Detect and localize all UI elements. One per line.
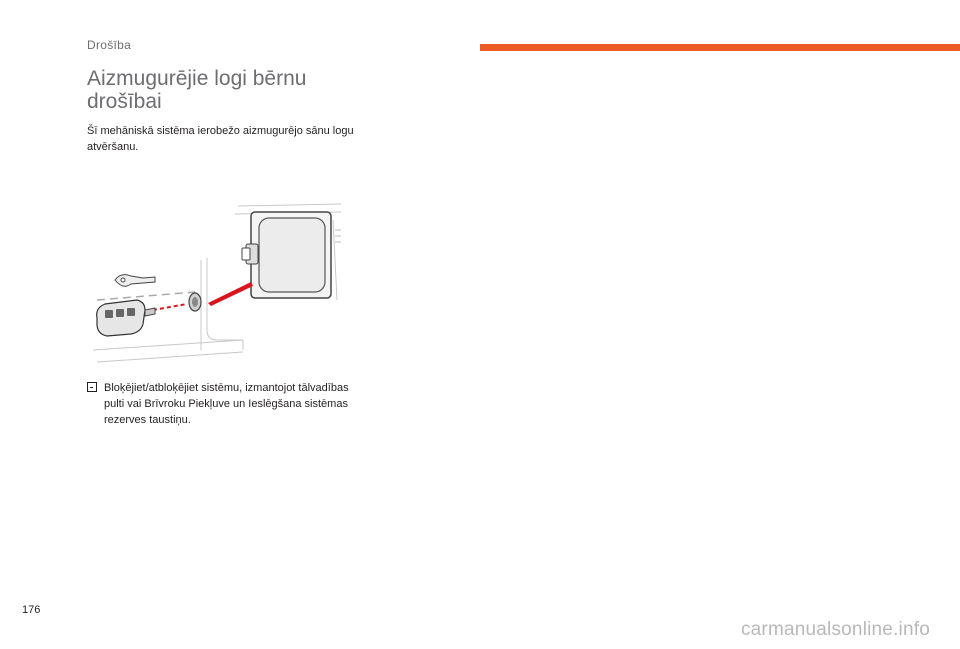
child-lock-illustration [83, 200, 345, 370]
instruction-item [87, 380, 364, 428]
page-title: Aizmugurējie logi bērnu drošībai [87, 67, 307, 113]
header-accent-bar [480, 44, 960, 51]
section-label: Drošība [87, 38, 132, 52]
instruction-text: Bloķējiet/atbloķējiet sistēmu, izmantojot tālvadības pulti vai Brīvroku Piekļuve un Ieslēgšana sistēmas rezerves taustiņu. [104, 382, 349, 426]
bullet-marker-icon [87, 382, 97, 392]
watermark: carmanualsonline.info [740, 619, 930, 640]
intro-paragraph: Šī mehāniskā sistēma ierobežo aizmugurējo sānu logu atvēršanu. [87, 125, 354, 153]
page-number: 176 [22, 604, 41, 616]
